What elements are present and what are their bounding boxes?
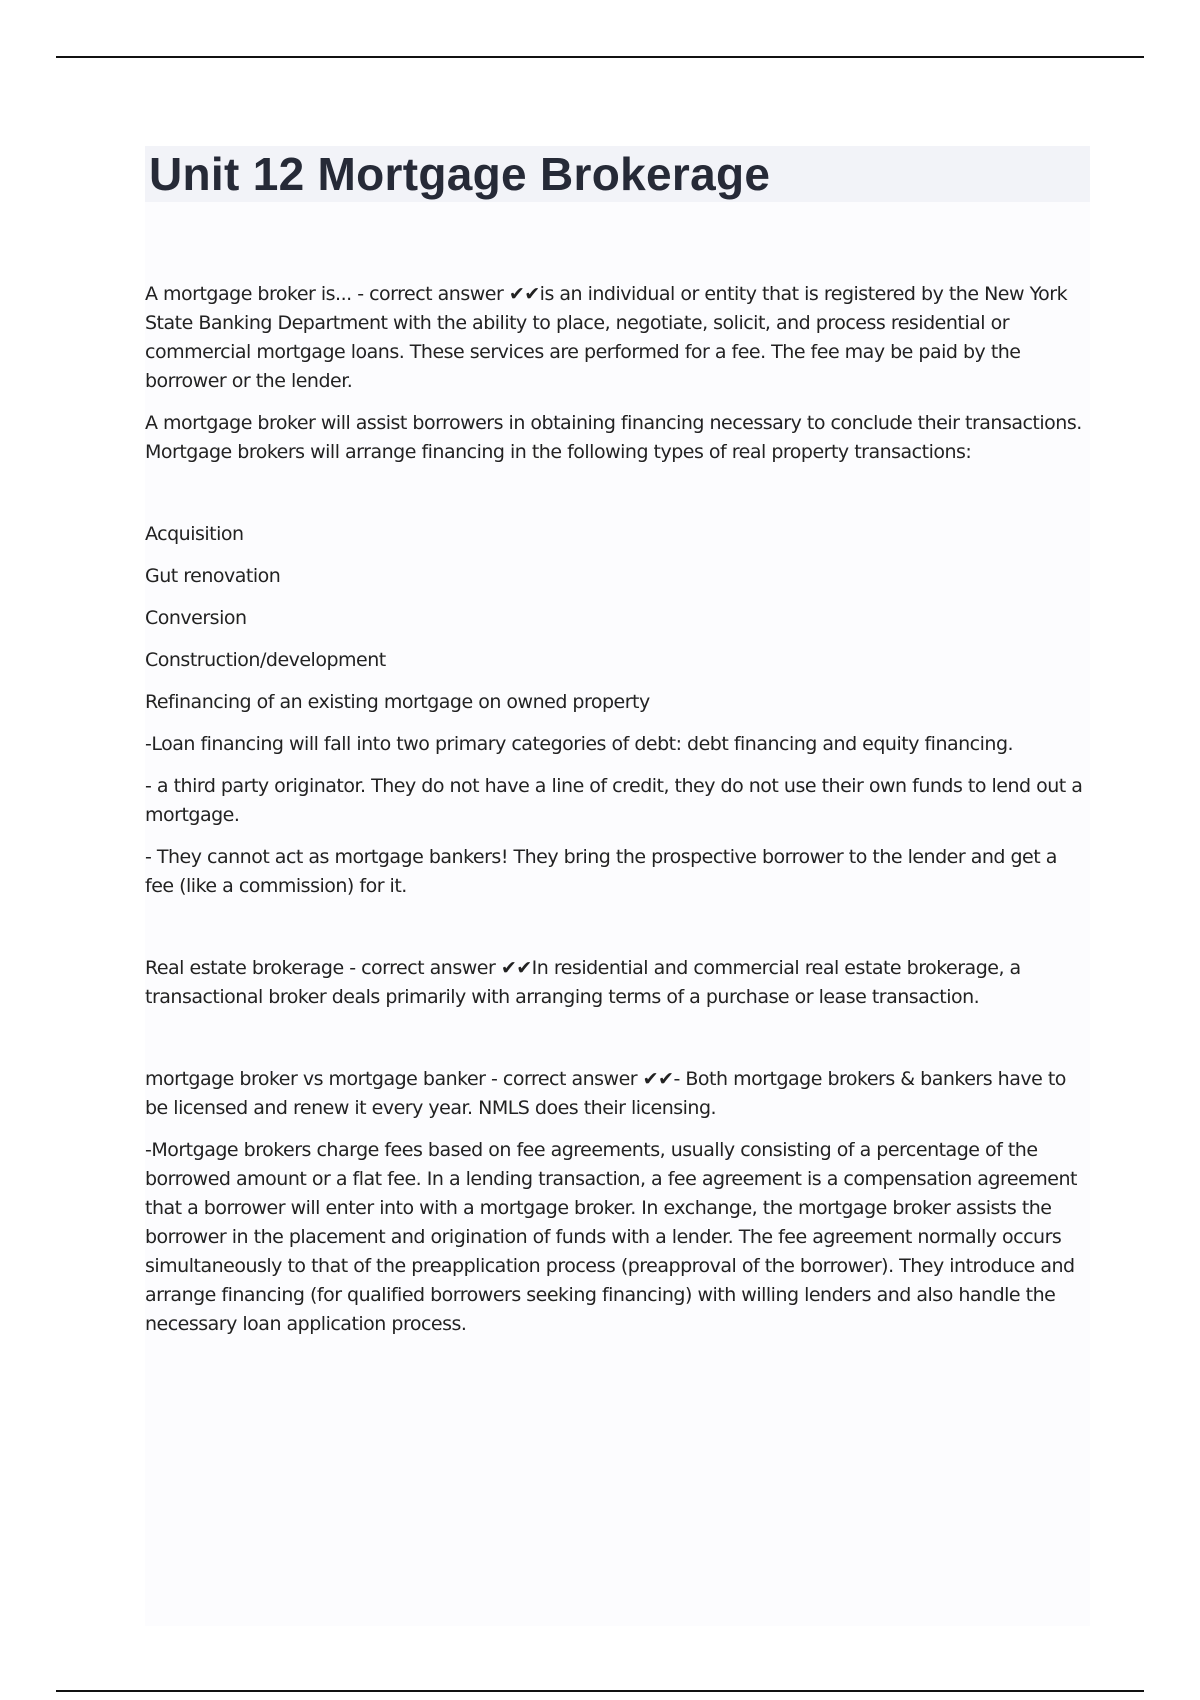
paragraph-real-estate-brokerage: Real estate brokerage - correct answer ✔✔In residential and commercial real estate brokerage, a transactional broker deals primarily with arranging terms of a purchase or lease transaction. <box>145 957 1021 1008</box>
paragraph-third-party: - a third party originator. They do not have a line of credit, they do not use their own funds to lend out a mortgage. <box>145 775 1083 826</box>
title-box <box>145 146 1090 202</box>
list-item-construction: Construction/development <box>145 649 386 671</box>
spacer <box>145 914 1090 954</box>
spacer <box>145 480 1090 520</box>
paragraph-loan-financing: -Loan financing will fall into two primary categories of debt: debt financing and equity financing. <box>145 733 1014 755</box>
list-item-conversion: Conversion <box>145 607 247 629</box>
bottom-rule <box>56 1690 1144 1692</box>
paragraph-not-bankers: - They cannot act as mortgage bankers! They bring the prospective borrower to the lender and get a fee (like a commission) for it. <box>145 846 1057 897</box>
list-item-acquisition: Acquisition <box>145 523 244 545</box>
top-rule <box>56 56 1144 58</box>
paragraph-broker-vs-banker: mortgage broker vs mortgage banker - correct answer ✔✔- Both mortgage brokers & bankers have to be licensed and renew it every year. NMLS does their licensing. <box>145 1068 1066 1119</box>
paragraph-broker-assist: A mortgage broker will assist borrowers in obtaining financing necessary to conclude their transactions. Mortgage brokers will arrange financing in the following types of real property transactions: <box>145 412 1082 463</box>
list-item-gut-renovation: Gut renovation <box>145 565 281 587</box>
list-item-refinancing: Refinancing of an existing mortgage on owned property <box>145 691 650 713</box>
document-body <box>145 146 1090 1626</box>
paragraph-fee-agreements: -Mortgage brokers charge fees based on fee agreements, usually consisting of a percentage of the borrowed amount or a flat fee. In a lending transaction, a fee agreement is a compensation agreement that a borrower will enter into with a mortgage broker. In exchange, the mortgage broker assists the borrower in the placement and origination of funds with a lender. The fee agreement normally occurs simultaneously to that of the preapplication process (preapproval of the borrower). They introduce and arrange financing (for qualified borrowers seeking financing) with willing lenders and also handle the necessary loan application process. <box>145 1139 1077 1335</box>
page-title: Unit 12 Mortgage Brokerage <box>149 148 771 200</box>
paragraph-mortgage-broker-definition: A mortgage broker is... - correct answer ✔✔is an individual or entity that is registered by the New York State Banking Department with the ability to place, negotiate, solicit, and process residential or commercial mortgage loans. These services are performed for a fee. The fee may be paid by the borrower or the lender. <box>145 283 1068 392</box>
spacer <box>145 1025 1090 1065</box>
